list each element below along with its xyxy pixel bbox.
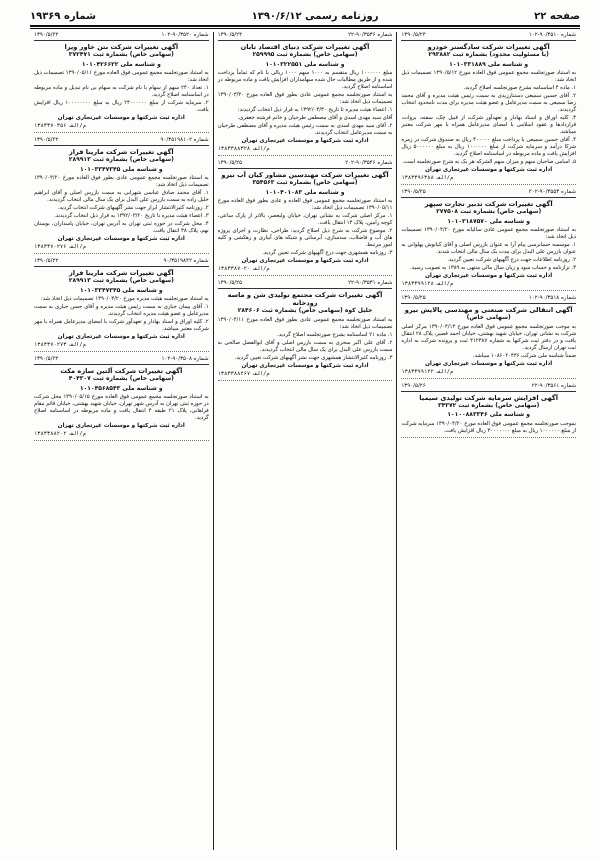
notice-meta: [34, 258, 209, 267]
notice-ref: شماره ۹۰/۳۵۴۶-۲۰۲: [345, 160, 393, 166]
notice-paragraph: بموجب صورتجلسه مجمع عمومی فوق العاده مورخ ۱۳۹۰/۰۴/۲۰ سرمایه شرکت از مبلغ ۱۰۰۰۰۰۰ ریال به مبلغ ۳۰۰۰۰۰۰۰ ریال افزایش یافت.: [401, 420, 576, 434]
notice-body: [401, 70, 576, 166]
notice-meta: [218, 160, 393, 169]
notice-paragraph: ۳. روزنامه همشهری جهت درج آگهیهای شرکت تعیین گردید.: [262, 250, 393, 256]
page-header: [30, 8, 580, 24]
notice-ref: شماره ۹۰/۳۵۱۸-۱۰۲: [528, 295, 576, 301]
notice-signature: اداره ثبت شرکتها و موسسات غیرتجاری تهران: [57, 334, 185, 340]
notice: [218, 32, 393, 156]
notice-paragraph: ۱. موسسه حسابرسی پیام آرا به عنوان بازرس اصلی و آقای کیانوش پهلوانی به عنوان بازرس علی البدل برای مدت یک سال مالی انتخاب شدند.: [401, 242, 576, 255]
notice-signature: اداره ثبت شرکتها و موسسات غیرتجاری تهران: [57, 115, 185, 121]
notice-paragraph: ۳. اعضاء هیئت مدیره تا تاریخ ۱۳۹۲/۰۳/۲۰ به قرار ذیل انتخاب گردیدند.: [54, 213, 209, 219]
notice-paragraph: به استناد صورتجلسه هیئت مدیره مورخ ۱۳۹۰/۰۳/۲۰ تصمیمات ذیل اتخاذ شد:: [40, 296, 209, 302]
notice-date: ۱۳۹۰/۵/۲۲: [33, 137, 59, 143]
notice-code: ۱۳۸۳۳۹۹۱۲۸ م/الف: [401, 281, 454, 287]
notice-subtitle: (سهامی خاص) بشماره ثبت ۳۵۴۵۶۳: [252, 179, 358, 186]
notice-paragraph: به استناد صورتجلسه مجمع عمومی فوق العاده مورخ ۱۳۹۰/۰۵/۱۱ تصمیمات ذیل اتخاذ شد:: [33, 70, 209, 83]
notice-ref: شماره ۹۰/۳۵۶۱-۲۲: [531, 382, 576, 389]
notice-body: [401, 227, 576, 272]
paper-title: روزنامه رسمی ۱۳۹۰/۶/۱۲: [251, 10, 379, 22]
notice-divider: [218, 155, 393, 156]
notice-code: ۱۳۸۳۳۷۰۳۵۶ م/الف: [33, 123, 86, 129]
notice-meta: [401, 295, 576, 304]
notice: [218, 160, 393, 276]
notice-meta: [34, 137, 209, 146]
notice-paragraph: ۲. موضوع شرکت به شرح ذیل اصلاح گردید: طراحی، نظارت و اجرای پروژه های آب و فاضلاب، سدسازی، آبرسانی و شبکه های آبیاری و زهکشی و کلیه امور مرتبط.: [217, 228, 393, 248]
notice-code: ۱۳۸۳۳۸۸۳۲۸ م/الف: [217, 146, 270, 152]
notice-paragraph: به استناد صورتجلسه مجمع عمومی عادی بطور فوق العاده مورخ ۱۳۹۰/۰۳/۲۰ تصمیمات ذیل اتخاذ شد:: [33, 175, 209, 188]
notice-meta: [401, 189, 576, 198]
notice-body: [401, 324, 576, 360]
notice-paragraph: ۱. ماده ۲۱ اساسنامه بشرح صورتجلسه اصلاح گردید.: [277, 331, 393, 338]
notice: [34, 32, 209, 133]
notice: [401, 189, 576, 291]
notice-paragraph: ۳. روزنامه کثیرالانتشار همشهری جهت نشر آگهیهای شرکت تعیین گردید.: [234, 354, 393, 361]
notice-title: آگهی تغییرات شرکت آلتین سازه مکث: [60, 367, 183, 375]
notice-paragraph: ۲. آقای حسین سمیعی دستنارزیدی به سمت رئیس هیئت مدیره و آقای محمد رضا سمیعی به سمت مدیرعامل و عضو هیئت مدیره برای مدت نامحدود انتخاب گردیدند.: [401, 93, 576, 113]
notice: [34, 258, 209, 352]
column-1: [396, 32, 580, 850]
notice-meta: [218, 32, 393, 41]
notice-divider: [401, 184, 576, 185]
notice-paragraph: آقای سید مهدی اسدی و آقای مصطفی طرحیان و خانم فرشته جعفری.: [237, 115, 393, 121]
notice-subtitle: و شناسه ملی ۱۰۱۰۴۵۶۸۵۴۳: [79, 384, 163, 392]
notice-title: آگهی تغییرات شرکت تدبیر تجارت سپهر: [424, 200, 553, 208]
notice-body: [34, 70, 209, 114]
notice: [34, 356, 209, 441]
notice-body: [218, 70, 393, 137]
notice-subtitle: و شناسه ملی ۱۰۱۰۳۲۲۵۵۱: [265, 60, 345, 68]
notice-meta: [218, 280, 393, 289]
notice-date: ۱۳۹۰/۵/۲۲: [33, 32, 59, 38]
notice-subtitle: (سهامی خاص) بشماره ثبت ۳۴۳۷۲: [437, 401, 540, 409]
notice-subtitle: (سهامی خاص) بشماره ثبت ۴۰۴۳۰۷: [68, 375, 174, 382]
notice-paragraph: ۳. کلیه اوراق و اسناد بهادار و تعهدآور شرکت از قبیل چک، سفته، بروات، قراردادها و عقود اسلامی با امضای مدیرعامل همراه با مهر شرکت معتبر میباشد.: [401, 115, 576, 135]
notice-paragraph: ۲. کلیه اوراق و اسناد بهادار و تعهدآور شرکت با امضای مدیرعامل همراه با مهر شرکت معتبر میباشد.: [33, 319, 209, 332]
notice-paragraph: به استناد صورتجلسه مجمع عمومی عادی بطور فوق العاده مورخ ۱۳۹۰/۰۳/۳۰ تصمیمات ذیل اتخاذ شد:: [217, 92, 393, 105]
notice-title: آگهی انتقالی شرکت صنعتی و مهندسی پالایش نیرو: [404, 306, 573, 314]
notice-title: آگهی تغییرات شرکت دنیای اقتصاد تابان: [240, 43, 370, 51]
notice-body: [218, 317, 393, 362]
notice-date: ۱۳۹۰/۵/۲۵: [401, 295, 426, 301]
notice: [401, 32, 576, 185]
notice-paragraph: به موجب صورتجلسه مجمع عمومی فوق العاده مورخ ۱۳۹۰/۰۴/۱۳ مرکز اصلی شرکت به نشانی تهران، خیابان شهید بهشتی، خیابان احمد قصیر، پلاک ۲۸ انتقال یافت و در دفتر ثبت شرکتها به شماره ۴۱۲۳۸۷ ثبت و پرونده شرکت به اداره ثبت تهران ارسال گردید.: [401, 323, 577, 351]
notice-paragraph: به استناد صورتجلسه مجمع عمومی فوق العاده و عادی بطور فوق العاده مورخ ۱۳۹۰/۰۵/۱۱ تصمیمات ذیل اتخاذ شد:: [217, 198, 393, 211]
header-rule-thin: [30, 28, 580, 29]
notice-subtitle: و شناسه ملی ۱۰۱۰۳۳۴۷۳۴۵: [79, 165, 163, 173]
notice-divider: [34, 351, 209, 352]
notice-subtitle: (سهامی خاص) بشماره ثبت ۲۵۹۹۹۵: [252, 51, 358, 58]
notice-signature: اداره ثبت شرکتها و موسسات غیرتجاری تهران: [57, 423, 185, 429]
notice: [218, 280, 393, 381]
notice-subtitle: و شناسه ملی ۱۰۱۰۴۰۱۰۸۳: [265, 188, 345, 196]
notice-body: [34, 175, 209, 235]
notice-subtitle: خلیل کوه (سهامی خاص) بشماره ثبت ۲۸۴۶۰۶: [237, 307, 373, 314]
notice-paragraph: ۱. اعضاء هیئت مدیره تا تاریخ ۱۳۹۲/۰۳/۳۰ به قرار ذیل انتخاب گردیدند:: [237, 107, 393, 113]
notice-divider: [401, 437, 576, 438]
notice-meta: [34, 32, 209, 41]
notice-signature: اداره ثبت شرکتها و موسسات غیرتجاری تهران: [425, 360, 553, 367]
notice-paragraph: ۱. تعداد ۲۴۰ سهم از سهام با نام شرکت به سهام بی نام تبدیل و ماده مربوطه در اساسنامه اصلاح گردید.: [33, 85, 209, 98]
notice-title: آگهی تغییرات شرکت مهندسین مشاور کیان آب نیرو: [221, 171, 389, 179]
notice-subtitle: (با مسئولیت محدود) بشماره ثبت ۲۹۳۸۸۲: [428, 51, 549, 58]
notice-date: ۱۳۹۰/۵/۲۵: [401, 189, 426, 195]
columns-container: [30, 32, 580, 850]
notice-ref: شماره ۹۰/۳۵۱۰-۱۰۲: [528, 32, 576, 38]
notice-code: ۱۳۸۳۳۷۰۲۷۳ م/الف: [33, 342, 86, 348]
notice-paragraph: به استناد صورتجلسه مجمع عمومی فوق العاده مورخ ۱۳۹۰/۰۵/۱۵ محل شرکت در حوزه ثبتی تهران به آدرس شهر تهران، خیابان شهید بهشتی، خیابان قائم مقام فراهانی، پلاک ۲۱ طبقه ۴ انتقال یافت و ماده مربوطه در اساسنامه اصلاح گردید.: [33, 394, 209, 421]
notice-signature: اداره ثبت شرکتها و موسسات غیرتجاری تهران: [241, 258, 369, 264]
notice-paragraph: به استناد صورتجلسه مجمع عمومی فوق العاده مورخ ۱۳۹۰/۵/۱۲ تصمیمات ذیل اتخاذ شد:: [401, 70, 576, 83]
notice-signature: اداره ثبت شرکتها و موسسات غیرتجاری تهران: [241, 362, 369, 369]
notice-paragraph: ۴. آقای حسین سمیعی با پرداخت مبلغ ۴۰۰۰۰۰ ریال به صندوق شرکت در زمره شرکا درآمد و سرمایه شرکت از مبلغ ۱۰۰۰۰۰۰ ریال به مبلغ ۵۰۰۰۰۰۰ ریال افزایش یافت و ماده مربوطه در اساسنامه اصلاح گردید.: [401, 137, 576, 157]
notice-date: ۱۳۹۰/۵/۲۲: [33, 356, 59, 362]
notice-subtitle: و شناسه ملی ۱۰۱۰۳۳۱۸۸۹: [449, 60, 529, 68]
notice-paragraph: ۲. آقای علی اکبر سحری به سمت بازرس اصلی و آقای ابوالفضل صالحی به سمت بازرس علی البدل برای یک سال مالی انتخاب گردیدند.: [217, 339, 393, 353]
notice-body: [34, 394, 209, 422]
page-number: صفحه ۲۲: [534, 10, 580, 22]
notice-signature: اداره ثبت شرکتها و موسسات غیرتجاری تهران: [425, 167, 553, 173]
column-2: [213, 32, 397, 850]
notice-subtitle: و شناسه ملی ۱۰۱۰۳۱۸۷۵۷۰: [447, 217, 530, 225]
notice-paragraph: ۲. آقای سید مهدی اسدی به سمت رئیس هیئت مدیره و آقای مصطفی طرحیان به سمت مدیرعامل انتخاب گردیدند.: [217, 123, 393, 136]
notice-paragraph: ۲. سرمایه شرکت از مبلغ ۲۴۰۰۰۰۰۰ ریال به مبلغ ۱۰۰۰۰۰۰۰۰ ریال افزایش یافت.: [33, 100, 209, 113]
issue-number: شماره ۱۹۳۶۹: [30, 10, 96, 22]
notice-body: [401, 421, 576, 435]
notice-divider: [34, 132, 209, 133]
notice-paragraph: ۲. روزنامه کثیرالانتشار ابرار جهت نشر آگهیهای شرکت انتخاب گردید.: [57, 205, 209, 211]
notice-signature: اداره ثبت شرکتها و موسسات غیرتجاری تهران: [425, 273, 553, 279]
notice-meta: [34, 356, 209, 365]
notice-signature: اداره ثبت شرکتها و موسسات غیرتجاری تهران: [241, 138, 369, 144]
notice-paragraph: ضمناً شناسه ملی شرکت ۱۰۸۶۰۲۰۴۳۶ میباشد.: [472, 352, 576, 359]
notice-title: آگهی تغییرات شرکت بتن خاور ویرا: [64, 43, 179, 51]
notice-ref: شماره ۹۰/۳۵۲۰-۱۰۲: [161, 32, 209, 38]
notice-ref: شماره ۹۰/۳۵۱۹۸۴۲: [163, 258, 209, 264]
notice: [401, 383, 576, 438]
notice-date: ۱۳۹۰/۵/۲۴: [401, 32, 426, 38]
notice-paragraph: ۱. ماده ۴ اساسنامه بشرح صورتجلسه اصلاح گردید.: [463, 85, 576, 91]
notice-title: آگهی تغییرات شرکت مجتمع تولیدی شن و ماسه رودخانه: [227, 291, 383, 307]
notice-subtitle: (سهامی خاص) بشماره ثبت ۲۸۹۹۱۳: [68, 277, 174, 284]
notice-subtitle: (سهامی خاص) بشماره ثبت ۲۷۷۵۰۸: [436, 208, 542, 215]
notice-ref: شماره ۹۰/۳۵۰۸-۱۰۲: [161, 356, 209, 362]
notice-code: ۱۳۸۳۳۷۰۲۷۶ م/الف: [33, 244, 86, 250]
notice-paragraph: مبلغ ۱۰۰۰۰۰۰ ریال منقسم به ۱۰۰۰ سهم ۱۰۰۰ ریالی با نام که تماماً پرداخت شده و از طریق مطالبات حال شده سهامداران افزایش یافت و ماده مربوطه در اساسنامه اصلاح گردید.: [217, 70, 393, 90]
notice-divider: [401, 290, 576, 291]
notice-title: آگهی تغییرات شرکت سادگستر خودرو: [427, 43, 550, 51]
notice-subtitle: (سهامی خاص): [466, 314, 511, 321]
notice-paragraph: ۳. ترازنامه و حساب سود و زیان سال مالی منتهی به ۱۳۸۹ به تصویب رسید.: [410, 265, 576, 271]
notice-date: ۱۳۹۰/۵/۲۵: [217, 160, 243, 166]
notice: [401, 295, 576, 379]
notice-title: آگهی افزایش سرمایه شرکت تولیدی سیمیا: [419, 393, 559, 402]
notice-code: ۱۳۸۳۳۹۹۱۴۲ م/الف: [401, 368, 454, 375]
notice-subtitle: و شناسه ملی ۱۰۱۰۳۳۴۷۳۴۵: [79, 286, 163, 294]
notice-signature: اداره ثبت شرکتها و موسسات غیرتجاری تهران: [57, 236, 185, 242]
notice-ref: شماره ۹۰/۳۵۳۱-۲۲: [348, 280, 393, 286]
notice-ref: شماره ۹۰/۳۵۱۹۸۱۰۲: [160, 137, 209, 143]
notice-date: ۱۳۹۰/۵/۲۲: [33, 258, 59, 264]
header-rule: [30, 25, 580, 27]
notice-paragraph: ۴. محل شرکت در حوزه ثبتی تهران به آدرس تهران، خیابان پاسداران، بوستان نهم، پلاک ۳۸ انتقال یافت.: [33, 221, 209, 234]
notice-divider: [401, 378, 576, 379]
notice-code: ۱۳۸۳۳۹۶۳۸۸ م/الف: [401, 175, 454, 181]
notice-ref: شماره ۹۰/۳۵۵۳-۲۰۲: [528, 189, 576, 195]
notice-date: ۱۳۹۰/۵/۲۵: [217, 280, 243, 286]
notice-paragraph: ۲. روزنامه اطلاعات جهت درج آگهیهای شرکت تعیین گردید.: [447, 257, 576, 263]
notice-meta: [401, 383, 576, 392]
notice-body: [34, 296, 209, 333]
notice-subtitle: (سهامی خاص) بشماره ثبت ۳۷۲۴۷۱: [68, 51, 174, 58]
notice-divider: [218, 380, 393, 381]
notice-paragraph: به استناد صورتجلسه مجمع عمومی عادی بطور فوق العاده مورخ ۱۳۹۰/۰۴/۱۱ تصمیمات ذیل اتخاذ شد:: [217, 316, 393, 330]
notice-paragraph: ۵. اسامی صاحبان سهم و میزان سهم الشرکه هر یک به شرح صورتجلسه است.: [402, 159, 576, 165]
notice-body: [218, 198, 393, 257]
notice-divider: [34, 253, 209, 254]
notice-subtitle: (سهامی خاص) بشماره ثبت ۲۸۹۹۱۳: [68, 156, 174, 163]
notice-paragraph: ۱. آقای پیمان جباری به سمت رئیس هیئت مدیره و آقای حسن جباری به سمت مدیرعامل و عضو هیئت مدیره انتخاب گردیدند.: [33, 304, 209, 317]
notice-code: ۱۳۸۳۳۸۸۴۶۷ م/الف: [217, 370, 270, 377]
notice-code: ۱۳۸۳۳۸۷۰۲۰ م/الف: [217, 266, 270, 272]
notice-code: ۱۳۸۳۳۸۸۲۰۲ م/الف: [33, 431, 86, 437]
notice: [34, 137, 209, 254]
notice-subtitle: و شناسه ملی ۱۰۱۰۴۲۶۶۲۲: [81, 60, 161, 68]
notice-paragraph: به استناد صورتجلسه مجمع عمومی عادی سالیانه مورخ ۱۳۹۰/۰۴/۲۰ تصمیمات ذیل اتخاذ شد:: [401, 227, 576, 240]
notice-title: آگهی تغییرات شرکت مارینا فراز: [68, 148, 174, 156]
notice-date: ۱۳۹۰/۵/۲۶: [401, 382, 426, 389]
notice-ref: شماره ۹۰/۳۵۳۶-۲۲: [348, 32, 393, 38]
notice-date: ۱۳۹۰/۵/۲۴: [217, 32, 243, 38]
notice-title: آگهی تغییرات شرکت مارینا فراز: [68, 269, 174, 277]
notice-divider: [34, 440, 209, 441]
notice-divider: [218, 275, 393, 276]
notice-subtitle: و شناسه ملی ۱۰۱۰۰۸۸۳۳۴۶: [447, 411, 530, 418]
notice-paragraph: ۱. آقای محمد صادق عباسی شهرابی به سمت بازرس اصلی و آقای ابراهیم خلیل زاده به سمت بازرس علی البدل برای یک سال مالی انتخاب گردیدند.: [33, 190, 209, 203]
notice-paragraph: ۱. مرکز اصلی شرکت به نشانی تهران، خیابان ولیعصر، بالاتر از پارک ساعی، کوچه رامین، پلاک ۱۴ انتقال یافت.: [217, 213, 393, 226]
column-3: [30, 32, 213, 850]
notice-meta: [401, 32, 576, 41]
